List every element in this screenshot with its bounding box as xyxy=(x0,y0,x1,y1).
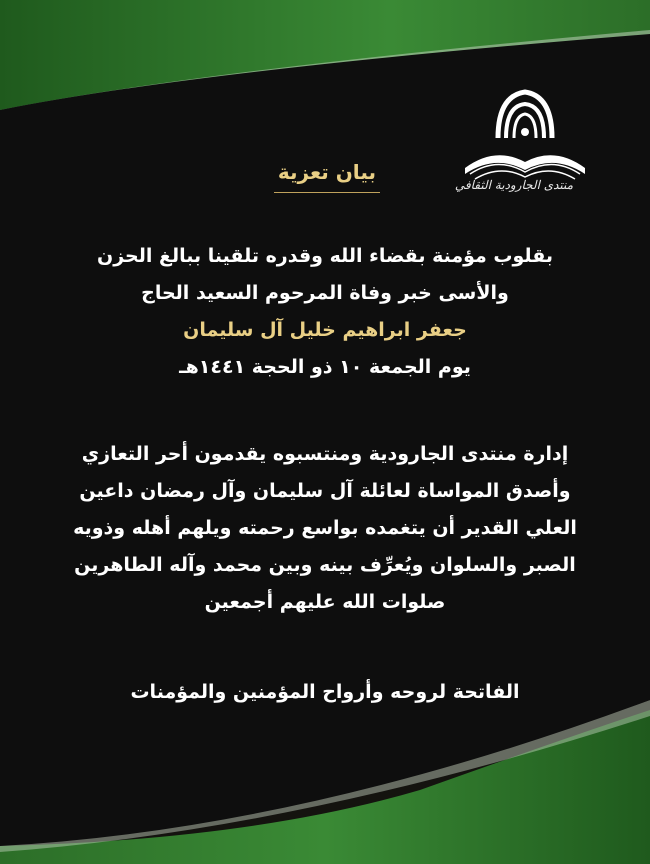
condolence-line: صلوات الله عليهم أجمعين xyxy=(204,591,446,613)
announcement-line-1: بقلوب مؤمنة بقضاء الله وقدره تلقينا ببالغ الحزن xyxy=(97,245,553,267)
deceased-name: جعفر ابراهيم خليل آل سليمان xyxy=(183,319,467,341)
condolence-line: العلي القدير أن يتغمده بواسع رحمته ويلهم أهله وذويه xyxy=(73,517,577,539)
condolence-line: وأصدق المواساة لعائلة آل سليمان وآل رمضان داعين xyxy=(79,480,571,502)
announcement-date: يوم الجمعة ١٠ ذو الحجة ١٤٤١هـ xyxy=(179,356,471,378)
page-title: بيان تعزية xyxy=(274,160,380,193)
announcement-line-2: والأسى خبر وفاة المرحوم السعيد الحاج xyxy=(141,282,509,304)
closing-line: الفاتحة لروحه وأرواح المؤمنين والمؤمنات xyxy=(130,681,520,703)
announcement xyxy=(30,238,620,386)
condolence-text xyxy=(30,436,620,621)
condolence-line: إدارة منتدى الجارودية ومنتسبوه يقدمون أحر التعازي xyxy=(81,443,569,465)
logo-text: منتدى الجارودية الثقافي xyxy=(454,178,574,192)
condolence-line: الصبر والسلوان ويُعرِّف بينه وبين محمد وآله الطاهرين xyxy=(74,554,576,576)
closing-text xyxy=(30,674,620,711)
